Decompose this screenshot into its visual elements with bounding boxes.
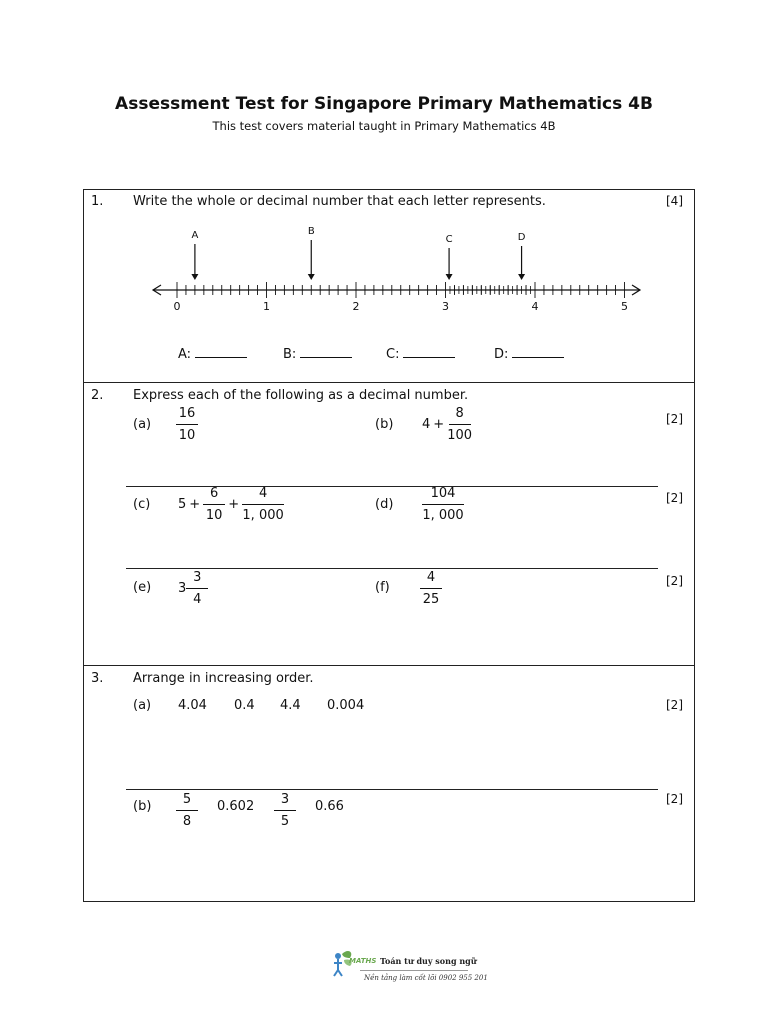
number-line [145, 222, 650, 322]
answer-c-blank[interactable] [403, 345, 455, 358]
point-label-a: A [191, 230, 199, 241]
q3b-fraction-1 [176, 792, 198, 829]
q3b-marks: [2] [666, 792, 683, 806]
point-label-b: B [307, 226, 315, 237]
q2b-expr [422, 406, 472, 443]
q3b-numerator-3: 3 [274, 792, 296, 811]
q2b-op: + [433, 417, 445, 432]
q2d-expr [422, 486, 464, 523]
footer-brand: MATHS [349, 957, 377, 965]
footer-line-1: Toán tư duy song ngữ [380, 956, 477, 966]
point-label-d: D [517, 232, 526, 243]
q2d-fraction [422, 486, 464, 523]
q2c-denominator-1: 10 [205, 508, 223, 523]
q3b-fraction-3 [274, 792, 296, 829]
q2c-numerator-1: 6 [203, 486, 225, 505]
q2b-fraction [447, 406, 472, 443]
q2-text: Express each of the following as a decimal number. [133, 388, 469, 403]
q2f-fraction [420, 570, 442, 607]
section-divider-1 [83, 382, 695, 383]
q2a-label: (a) [133, 417, 152, 432]
q2e-fraction [186, 570, 208, 607]
q3a-marks: [2] [666, 698, 683, 712]
arrow-down-icon [191, 274, 198, 280]
footer-line-2: Nền tảng làm cốt lõi 0902 955 201 [364, 974, 488, 982]
q2c-whole: 5 [178, 497, 187, 512]
answer-c[interactable] [386, 345, 455, 362]
q2d-label: (d) [375, 497, 394, 512]
q3a-label: (a) [133, 698, 152, 713]
answer-b-label: B: [283, 347, 297, 362]
page-subtitle: This test covers material taught in Primary Mathematics 4B [212, 119, 556, 133]
q2f-label: (f) [375, 580, 390, 595]
answer-line [126, 568, 658, 569]
q3a-value-3: 4.4 [280, 698, 301, 713]
q2d-denominator: 1, 000 [422, 508, 464, 523]
q3a-value-1: 4.04 [178, 698, 207, 713]
q2e-denominator: 4 [193, 592, 202, 607]
q2a-fraction [176, 406, 198, 443]
q3b-denominator-3: 5 [280, 814, 290, 829]
q1-number: 1. [91, 194, 104, 209]
q2c-expr [178, 486, 284, 523]
page-title: Assessment Test for Singapore Primary Mathematics 4B [115, 94, 653, 114]
q2e-label: (e) [133, 580, 152, 595]
arrow-down-icon [518, 274, 525, 280]
footer-rule [360, 970, 468, 971]
q2f-expr [420, 570, 442, 607]
q2a-denominator: 10 [178, 428, 196, 443]
q2c-op2: + [228, 497, 240, 512]
q1-marks: [4] [666, 194, 683, 208]
answer-a[interactable] [178, 345, 247, 362]
answer-d[interactable] [494, 345, 564, 362]
q2c-fraction-2 [242, 486, 284, 523]
answer-line [126, 789, 658, 790]
answer-a-label: A: [178, 347, 192, 362]
number-line-tick-label: 1 [263, 300, 270, 313]
q2-marks-2: [2] [666, 491, 683, 505]
q2-number: 2. [91, 388, 104, 403]
q3-number: 3. [91, 671, 104, 686]
q3b-fraction-3-wrap [274, 792, 296, 829]
q2b-whole: 4 [422, 417, 431, 432]
q3-text: Arrange in increasing order. [133, 671, 314, 686]
q3a-value-2: 0.4 [234, 698, 255, 713]
q2e-numerator: 3 [186, 570, 208, 589]
q2c-label: (c) [133, 497, 151, 512]
point-label-c: C [445, 234, 453, 245]
q1-text: Write the whole or decimal number that each letter represents. [133, 194, 546, 209]
q2c-op1: + [189, 497, 201, 512]
q2-marks-3: [2] [666, 574, 683, 588]
q3b-label: (b) [133, 799, 152, 814]
q3a-value-4: 0.004 [327, 698, 365, 713]
q2c-numerator-2: 4 [242, 486, 284, 505]
answer-d-label: D: [494, 347, 509, 362]
number-line-tick-label: 3 [442, 300, 449, 313]
q2b-denominator: 100 [447, 428, 473, 443]
q2c-denominator-2: 1, 000 [242, 508, 284, 523]
q2-marks-1: [2] [666, 412, 683, 426]
number-line-tick-label: 4 [531, 300, 539, 313]
q3b-value-4: 0.66 [315, 799, 344, 814]
answer-c-label: C: [386, 347, 400, 362]
number-line-tick-label: 5 [621, 300, 628, 313]
answer-a-blank[interactable] [195, 345, 247, 358]
number-line-tick-label: 0 [173, 300, 181, 313]
q2b-label: (b) [375, 417, 394, 432]
q2c-fraction-1 [203, 486, 225, 523]
arrow-down-icon [446, 274, 453, 280]
q3b-value-2: 0.602 [217, 799, 255, 814]
q2f-numerator: 4 [420, 570, 442, 589]
q2f-denominator: 25 [422, 592, 440, 607]
q3b-denominator-1: 8 [182, 814, 192, 829]
answer-d-blank[interactable] [512, 345, 564, 358]
q2d-numerator: 104 [422, 486, 464, 505]
section-divider-2 [83, 665, 695, 666]
q2e-expr [178, 570, 208, 607]
q2e-whole: 3 [178, 581, 187, 596]
arrow-down-icon [308, 274, 315, 280]
q2a-expr [176, 406, 198, 443]
q2b-numerator: 8 [449, 406, 471, 425]
answer-b-blank[interactable] [300, 345, 352, 358]
q3b-fraction-1-wrap [176, 792, 198, 829]
q2a-numerator: 16 [176, 406, 198, 425]
number-line-tick-label: 2 [352, 300, 360, 313]
q3b-numerator-1: 5 [176, 792, 198, 811]
answer-b[interactable] [283, 345, 352, 362]
